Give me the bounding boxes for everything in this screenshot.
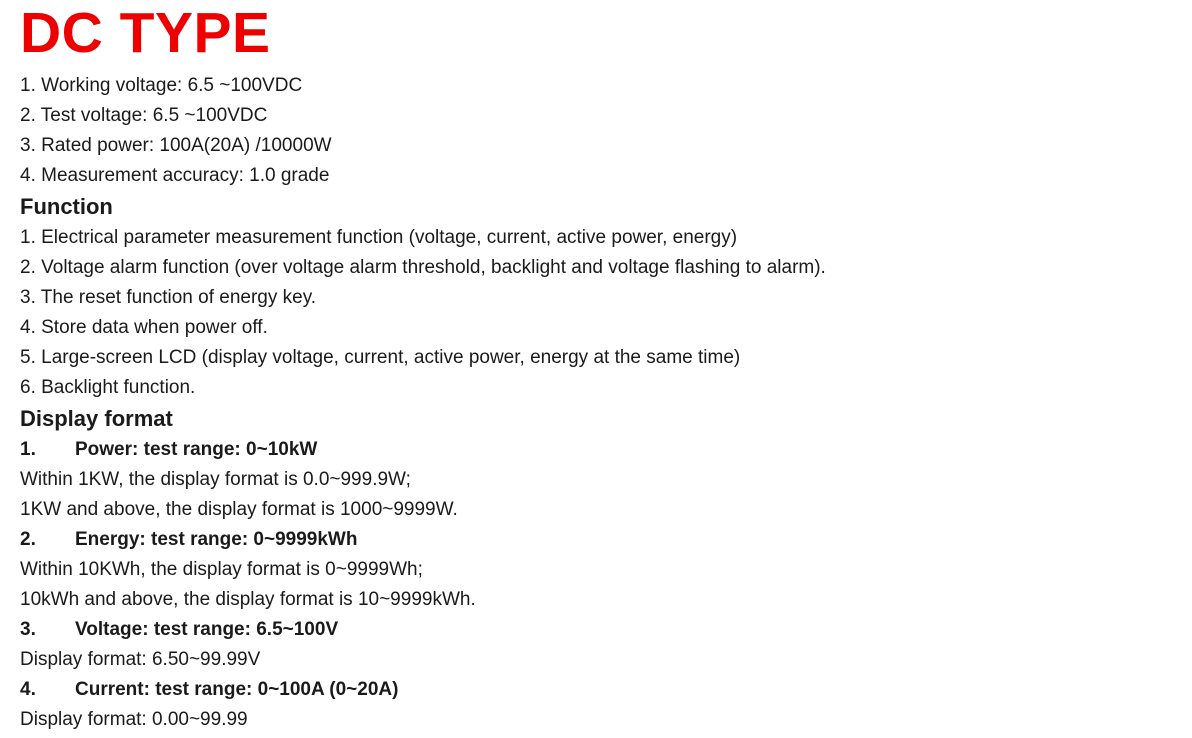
display-format-line: 1KW and above, the display format is 1000~9999W. xyxy=(20,499,458,520)
spec-list xyxy=(20,71,1192,191)
section-number: 2. xyxy=(20,529,36,550)
section-title-text: Current: test range: 0~100A (0~20A) xyxy=(75,679,399,700)
spec-item: 3. Rated power: 100A(20A) /10000W xyxy=(20,135,332,156)
section-title-text: Power: test range: 0~10kW xyxy=(75,439,318,460)
page-title: DC TYPE xyxy=(20,1,271,65)
function-item: 3. The reset function of energy key. xyxy=(20,287,317,308)
section-number: 1. xyxy=(20,439,36,460)
display-format-heading: Display format xyxy=(20,406,173,431)
function-item: 4. Store data when power off. xyxy=(20,317,268,338)
display-format-section-title xyxy=(20,435,1192,465)
display-format-section-title xyxy=(20,675,1192,705)
display-format-line: Within 1KW, the display format is 0.0~999.9W; xyxy=(20,469,411,490)
spec-item: 4. Measurement accuracy: 1.0 grade xyxy=(20,165,330,186)
spec-item: 2. Test voltage: 6.5 ~100VDC xyxy=(20,105,268,126)
display-format-section-title xyxy=(20,615,1192,645)
function-item: 1. Electrical parameter measurement function (voltage, current, active power, energy) xyxy=(20,227,738,248)
function-item: 2. Voltage alarm function (over voltage alarm threshold, backlight and voltage flashing to alarm). xyxy=(20,257,826,278)
display-format-line: 10kWh and above, the display format is 10~9999kWh. xyxy=(20,589,476,610)
function-item: 5. Large-screen LCD (display voltage, current, active power, energy at the same time) xyxy=(20,347,741,368)
function-list xyxy=(20,223,1192,403)
display-format-list xyxy=(20,435,1192,735)
spec-item: 1. Working voltage: 6.5 ~100VDC xyxy=(20,75,303,96)
section-title-text: Voltage: test range: 6.5~100V xyxy=(75,619,339,640)
display-format-line: Display format: 6.50~99.99V xyxy=(20,649,261,670)
section-number: 4. xyxy=(20,679,36,700)
display-format-line: Within 10KWh, the display format is 0~9999Wh; xyxy=(20,559,423,580)
function-heading: Function xyxy=(20,194,113,219)
section-number: 3. xyxy=(20,619,36,640)
display-format-section-title xyxy=(20,525,1192,555)
section-title-text: Energy: test range: 0~9999kWh xyxy=(75,529,358,550)
display-format-line: Display format: 0.00~99.99 xyxy=(20,709,248,730)
function-item: 6. Backlight function. xyxy=(20,377,196,398)
